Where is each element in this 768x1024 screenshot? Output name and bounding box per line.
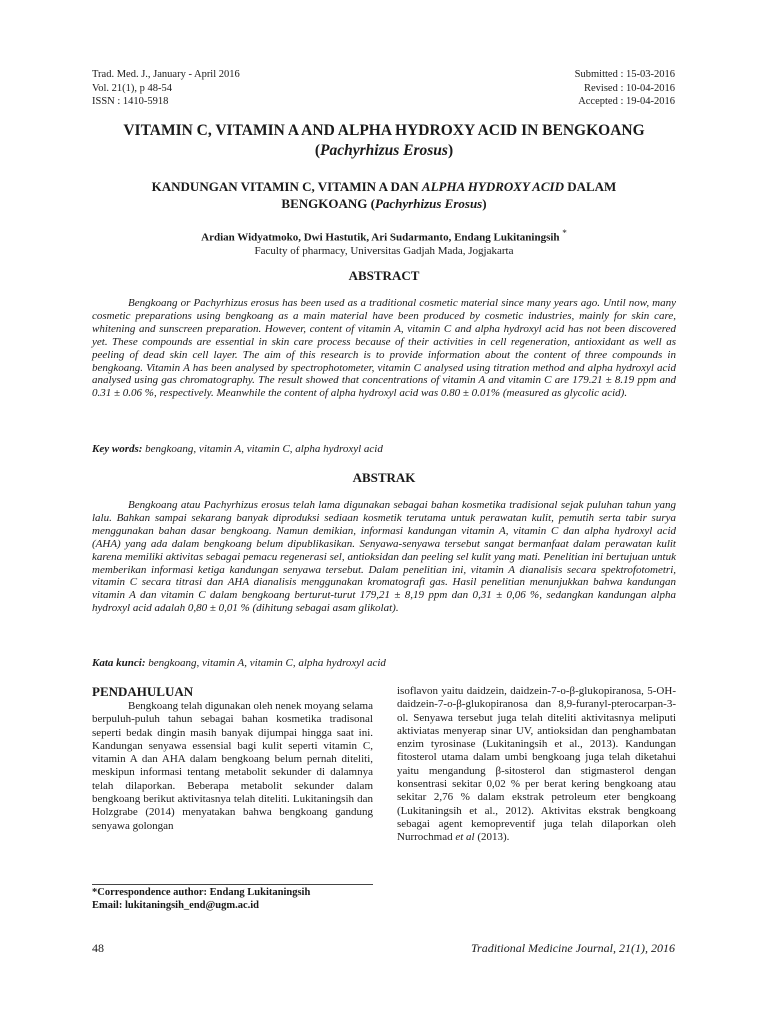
paren: ) (482, 196, 487, 211)
keywords-text: bengkoang, vitamin A, vitamin C, alpha hydroxyl acid (142, 443, 383, 455)
correspondence-email: Email: lukitaningsih_end@ugm.ac.id (92, 900, 260, 911)
subtitle-text: KANDUNGAN VITAMIN C, VITAMIN A DAN (151, 179, 422, 194)
page-number: 48 (92, 941, 104, 955)
revised-date: Revised : 10-04-2016 (584, 82, 675, 94)
kata-kunci-label: Kata kunci: (92, 657, 146, 669)
subtitle-italic: Pachyrhizus Erosus (374, 196, 483, 211)
subtitle-line (100, 178, 668, 195)
abstrak-heading: ABSTRAK (352, 470, 416, 485)
submission-dates (575, 68, 675, 109)
citation-line: Vol. 21(1), p 48-54 (92, 82, 173, 94)
paren: ) (447, 142, 454, 159)
article-title (80, 121, 688, 161)
introduction-heading: PENDAHULUAN (92, 684, 194, 699)
intro-paragraph: Bengkoang telah digunakan oleh nenek moyang selama berpuluh-puluh tahun sebagai bahan kosmetika tradisonal seperti bedak dingin masih banyak dijumpai hingga saat ini. Kandungan senyawa essensial bagi kulit seperti vitamin C, vitamin A dan AHA dalam bengkoang belum pernah diteliti, meskipun informasi tentang metabolit sekunder di dalamnya telah dilaporkan. Beberapa metabolit sekunder dalam bengkoang berikut aktivitasnya telah diteliti. Lukitaningsih dan Holzgrabe (2014) menyatakan bahwa bengkoang gandung senyawa golongan (92, 700, 373, 832)
affiliation: Faculty of pharmacy, Universitas Gadjah Mada, Jogjakarta (254, 244, 514, 257)
abstract-paragraph: Bengkoang or Pachyrhizus erosus has been used as a traditional cosmetic material since many years ago. Until now, many cosmetic preparations using bengkoang as a main material have been produced by cosmetic industries, mainly for skin care, whitening and sunscreen preparation. However, content of vitamin A, vitamin C and alpha hydroxyl acid has not been discovered yet. These compounds are essential in skin care process because of their activities in cell regeneration, antioxidant as well as peeling of dead skin cell layer. The aim of this research is to provide information about the content of three compounds in bengkoang. Vitamin A has been analysed by spectrophotometer, vitamin C analysed using titration method and alpha hydroxyl acid analysed using gas chromatography. The result showed that concentrations of vitamin A and vitamin C are 179.21 ± 8.19 ppm and 0.31 ± 0.06 %, respectively. Meanwhile the content of alpha hydroxyl acid was 0.80 ± 0.01% (measured as glycolic acid). (92, 297, 676, 400)
kata-kunci-text: bengkoang, vitamin A, vitamin C, alpha hydroxyl acid (145, 657, 386, 669)
title-line (80, 141, 688, 161)
title-line: VITAMIN C, VITAMIN A AND ALPHA HYDROXY ACID IN BENGKOANG (123, 122, 645, 139)
author-block (90, 227, 678, 258)
keywords-label: Key words: (92, 443, 143, 455)
footnote-divider (92, 884, 373, 885)
journal-citation (92, 68, 240, 109)
body-column-right (397, 685, 676, 845)
abstrak-paragraph: Bengkoang atau Pachyrhizus erosus telah lama digunakan sebagai bahan kosmetika tradisional sejak puluhan tahun yang lalu. Bahkan sampai sekarang banyak diproduksi sediaan kosmetik terutama untuk perawatan kulit, pemutih serta tabir surya menggunakan bahan dasar bengkoang. Namun demikian, informasi kandungan vitamin A, vitamin C dan alpha hydroxyl acid (AHA) yang ada dalam bengkoang belum dipublikasikan. Senyawa-senyawa tersebut sangat bermanfaat dalam perawatan kulit karena memiliki aktivitas sebagai pemacu regenerasi sel, antioksidan dan peeling sel kulit yang mati. Penelitian ini bertujuan untuk memberikan informasi ketiga kandungan senyawa tersebut. Dalam penelitian ini, vitamin A dianalisis secara spektrofotometri, vitamin C secara titrasi dan AHA dianalisis menggunakan kromatografi gas. Hasil penelitian menunjukkan bahwa kandungan vitamin A dan vitamin C dalam bengkoang berturut-turut 179,21 ± 8,19 ppm dan 0,31 ± 0,06 %, sedangkan kandungan alpha hydroxyl acid adalah 0,80 ± 0,01 % (dihitung sebagai asam glikolat). (92, 499, 676, 615)
body-column-left (92, 700, 373, 833)
kata-kunci (92, 657, 676, 670)
article-subtitle (100, 178, 668, 212)
submitted-date: Submitted : 15-03-2016 (574, 69, 675, 80)
author-names-line (90, 227, 678, 245)
abstract-text (92, 297, 676, 400)
author-names: Ardian Widyatmoko, Dwi Hastutik, Ari Sudarmanto, Endang Lukitaningsih (201, 231, 560, 244)
citation-line: Trad. Med. J., January - April 2016 (92, 69, 240, 80)
subtitle-italic: ALPHA HYDROXY ACID (421, 179, 564, 194)
species-name: Pachyrhizus Erosus (320, 142, 448, 159)
paren: ( (314, 142, 321, 159)
subtitle-text: DALAM (563, 179, 617, 194)
body-text: (2013). (474, 831, 510, 844)
accepted-date: Accepted : 19-04-2016 (578, 96, 675, 107)
et-al: et al (455, 831, 475, 844)
intro-paragraph-continued (397, 685, 676, 845)
correspondence-mark: * (562, 228, 567, 238)
correspondence-footnote (92, 886, 310, 912)
keywords (92, 443, 676, 456)
abstract-heading: ABSTRACT (348, 268, 420, 283)
journal-footer: Traditional Medicine Journal, 21(1), 2016 (471, 941, 675, 955)
subtitle-line (100, 195, 668, 212)
body-text: isoflavon yaitu daidzein, daidzein-7-o-β-glukopiranosa, 5-OH-daidzein-7-o-β-glukopiranosa dan 8,9-furanyl-pterocarpan-3-ol. Senyawa tersebut juga telah diteliti aktivitasnya meliputi aktiviatas menyerap sinar UV, antioksidan dan penghambatan enzim tyrosinase (Lukitaningsih et al., 2013). Kandungan fitosterol utama dalam umbi bengkoang juga telah diketahui yaitu mengandung β-sitosterol dan stigmasterol dengan konsentrasi sekitar 0,02 % per berat kering bengkoang atau sekitar 2,76 % dalam ekstrak petroleum eter bengkoang (Lukitaningsih et al., 2012). Aktivitas ekstrak bengkoang sebagai agent kemopreventif juga telah dilaporkan oleh Nurrochmad (397, 685, 676, 844)
subtitle-text: BENGKOANG ( (281, 196, 375, 211)
abstrak-text (92, 499, 676, 615)
correspondence-author: *Correspondence author: Endang Lukitaningsih (92, 887, 311, 898)
citation-line: ISSN : 1410-5918 (92, 96, 169, 107)
